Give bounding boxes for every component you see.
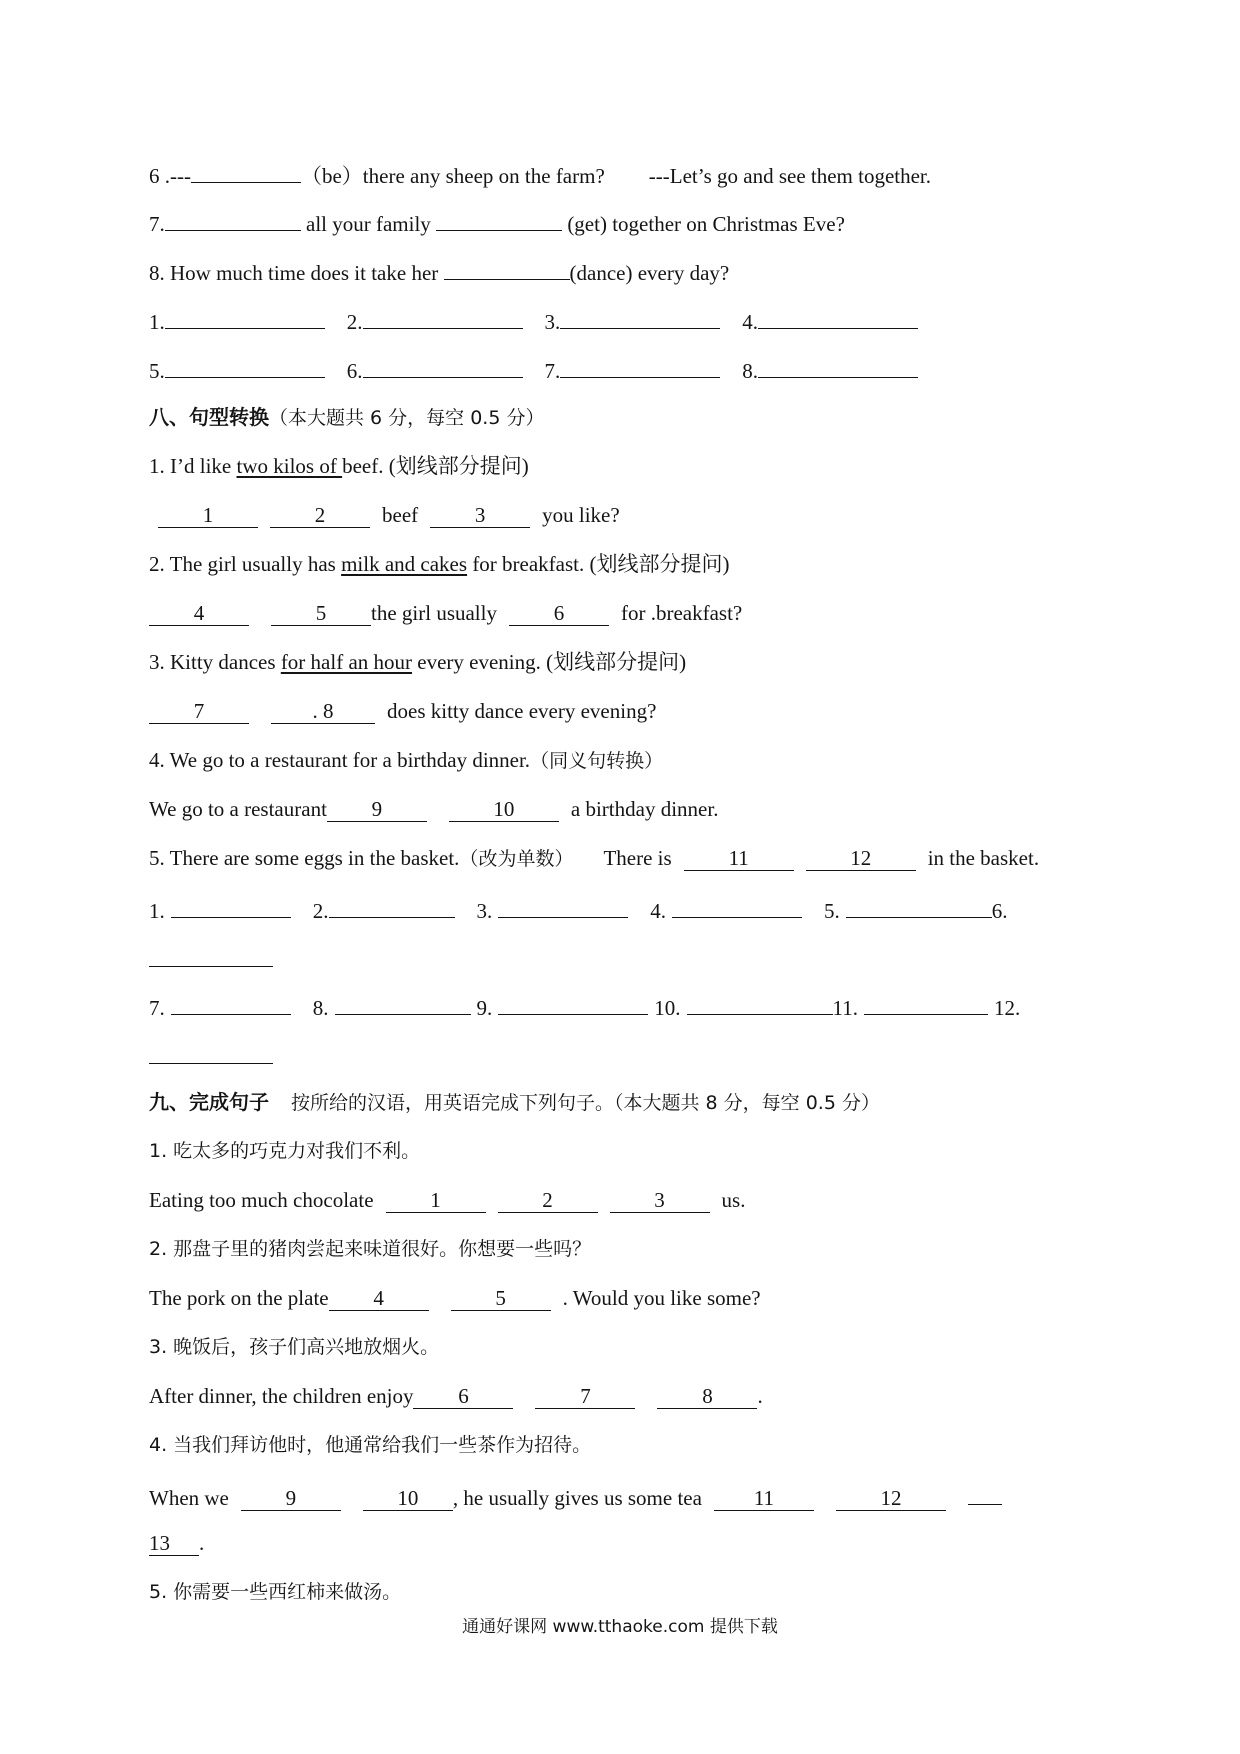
answer-blank[interactable] [498,990,648,1015]
answer-number: 2. [312,899,329,923]
answer-number: 11. [832,996,858,1020]
underlined-text: for half an hour [280,650,413,674]
question-7-7 [149,206,1180,238]
q-text: for breakfast. (划线部分提问) [467,552,730,576]
q-text: When we [149,1486,229,1510]
question-8-3 [149,648,1180,676]
answer-number: 8. [312,996,329,1020]
section-8-heading [149,403,1180,432]
answer-blank[interactable] [363,304,523,329]
numbered-blank[interactable]: 10 [363,1486,453,1511]
answer-line-8-2 [149,599,1180,627]
q-text: every evening. (划线部分提问) [412,650,687,674]
section-note: （本大题共 6 分，每空 0.5 分） [269,407,545,429]
numbered-blank[interactable]: 12 [806,846,916,871]
answer-blank[interactable] [560,304,720,329]
answer-row-8-b-cont [149,1039,1180,1071]
answer-blank[interactable] [864,990,988,1015]
q-text: (get) together on Christmas Eve? [562,212,845,236]
question-9-4-en-cont [149,1529,1180,1557]
numbered-blank[interactable]: 2 [270,503,370,528]
answer-blank[interactable] [687,990,833,1015]
answer-number: 2. [346,310,363,334]
q-text: 7. [149,212,165,236]
section-note: 按所给的汉语，用英语完成下列句子。（本大题共 8 分，每空 0.5 分） [291,1092,880,1114]
answer-blank[interactable] [444,255,570,280]
question-9-3-en [149,1382,1180,1410]
answer-blank[interactable] [171,893,291,918]
question-9-4-en [149,1480,1180,1512]
numbered-blank[interactable]: 6 [413,1384,513,1409]
answer-number: 3. [476,899,493,923]
numbered-blank[interactable]: 8 [657,1384,757,1409]
answer-number: 8. [742,359,758,383]
numbered-blank[interactable]: 3 [610,1188,710,1213]
answer-blank[interactable] [846,893,992,918]
question-9-2-cn: 2. 那盘子里的猪肉尝起来味道很好。你想要一些吗？ [149,1238,592,1260]
answer-blank[interactable] [335,990,471,1015]
q-text: all your family [300,212,437,236]
answer-row-7-b [149,353,1180,385]
q-text: 5. There are some eggs in the basket. [149,846,460,870]
answer-number: 6. [991,899,1008,923]
answer-number: 9. [476,996,493,1020]
q-text: . [757,1384,763,1408]
answer-blank[interactable] [498,893,628,918]
numbered-blank[interactable]: 5 [271,601,371,626]
numbered-blank[interactable]: 2 [498,1188,598,1213]
section-title: 八、句型转换 [149,405,269,429]
underlined-text: two kilos of [236,454,343,478]
numbered-blank[interactable]: 7 [535,1384,635,1409]
answer-row-8-b [149,990,1180,1022]
q-text: for .breakfast? [620,601,743,625]
answer-line-8-3 [149,697,1180,725]
answer-number: 5. [149,359,165,383]
question-9-2-en [149,1284,1180,1312]
q-text: beef [382,503,419,527]
q-text: 2. The girl usually has [149,552,342,576]
answer-line-8-4 [149,795,1180,823]
answer-blank[interactable] [560,353,720,378]
q-text: 3. Kitty dances [149,650,281,674]
numbered-blank[interactable]: 7 [149,699,249,724]
answer-blank[interactable] [171,990,291,1015]
answer-number: 10. [654,996,681,1020]
answer-number: 1. [149,310,165,334]
q-text: After dinner, the children enjoy [149,1384,414,1408]
answer-number: 6. [346,359,363,383]
q-text: 6 .--- [149,164,191,188]
numbered-blank[interactable]: 4 [149,601,249,626]
answer-blank[interactable] [165,353,325,378]
q-instruction: （改为单数） [459,848,574,870]
answer-number: 7. [544,359,561,383]
q-text: Eating too much chocolate [149,1188,374,1212]
question-9-1-cn: 1. 吃太多的巧克力对我们不利。 [149,1140,421,1162]
question-7-6 [149,158,1180,190]
question-8-2 [149,550,1180,578]
numbered-blank[interactable]: 9 [327,797,427,822]
q-text: does kitty dance every evening? [387,699,657,723]
q-text: . [199,1531,205,1555]
q-text: you like? [542,503,620,527]
answer-blank[interactable] [165,304,325,329]
q-text: There is [603,846,672,870]
q-instruction: （同义句转换） [530,750,664,772]
answer-row-8-a [149,893,1180,925]
q-text: We go to a restaurant [149,797,327,821]
answer-number: 1. [149,899,165,923]
footer-credit: 通通好课网 www.tthaoke.com 提供下载 [462,1617,778,1637]
numbered-blank[interactable]: 1 [158,503,258,528]
answer-blank[interactable] [758,353,918,378]
q-text: The pork on the plate [149,1286,329,1310]
q-text: the girl usually [371,601,497,625]
q-text: (dance) every day? [569,261,730,285]
numbered-blank[interactable]: 3 [430,503,530,528]
answer-blank[interactable] [165,206,301,231]
answer-line-8-1 [158,501,1180,529]
answer-blank[interactable] [191,158,301,183]
question-9-3-cn: 3. 晚饭后，孩子们高兴地放烟火。 [149,1336,440,1358]
question-8-5 [149,844,1180,873]
q-text: in the basket. [927,846,1040,870]
answer-blank[interactable] [436,206,562,231]
q-text: ---Let’s go and see them together. [648,164,932,188]
numbered-blank[interactable]: 11 [714,1486,814,1511]
answer-blank[interactable] [363,353,523,378]
answer-blank[interactable] [758,304,918,329]
answer-blank[interactable] [672,893,802,918]
q-text: beef. (划线部分提问) [342,454,529,478]
numbered-blank[interactable]: 5 [451,1286,551,1311]
answer-row-7-a [149,304,1180,336]
numbered-blank[interactable]: 4 [329,1286,429,1311]
numbered-blank[interactable]: 6 [509,601,609,626]
answer-blank[interactable] [329,893,455,918]
numbered-blank[interactable]: 10 [449,797,559,822]
q-text: 1. I’d like [149,454,237,478]
question-7-8 [149,255,1180,287]
question-9-1-en [149,1186,1180,1214]
q-text: . Would you like some? [562,1286,761,1310]
question-8-1 [149,452,1180,480]
answer-number: 4. [742,310,758,334]
numbered-blank[interactable]: 9 [241,1486,341,1511]
section-9-heading [149,1088,1180,1117]
q-text: , he usually gives us some tea [452,1486,702,1510]
q-text: a birthday dinner. [570,797,719,821]
q-text: 4. We go to a restaurant for a birthday dinner. [149,748,531,772]
answer-number: 4. [650,899,666,923]
numbered-blank[interactable]: 1 [386,1188,486,1213]
numbered-blank[interactable]: 12 [836,1486,946,1511]
q-text: us. [721,1188,746,1212]
underlined-text: milk and cakes [341,552,468,576]
numbered-blank[interactable]: 11 [684,846,794,871]
question-8-4 [149,746,1180,775]
section-title: 九、完成句子 [149,1090,269,1114]
answer-blank[interactable] [968,1480,1002,1505]
answer-row-8-a-cont [149,942,1180,974]
answer-number: 5. [824,899,840,923]
answer-number: 7. [149,996,165,1020]
answer-blank[interactable] [149,1039,273,1064]
answer-blank[interactable] [149,942,273,967]
q-text: 8. How much time does it take her [149,261,444,285]
q-text: （be）there any sheep on the farm? [300,164,605,188]
numbered-blank[interactable]: 13 [149,1531,199,1556]
answer-number: 3. [544,310,561,334]
numbered-blank[interactable]: . 8 [271,699,375,724]
question-9-4-cn: 4. 当我们拜访他时，他通常给我们一些茶作为招待。 [149,1434,592,1456]
answer-number: 12. [993,996,1021,1020]
question-9-5-cn: 5. 你需要一些西红柿来做汤。 [149,1581,402,1603]
